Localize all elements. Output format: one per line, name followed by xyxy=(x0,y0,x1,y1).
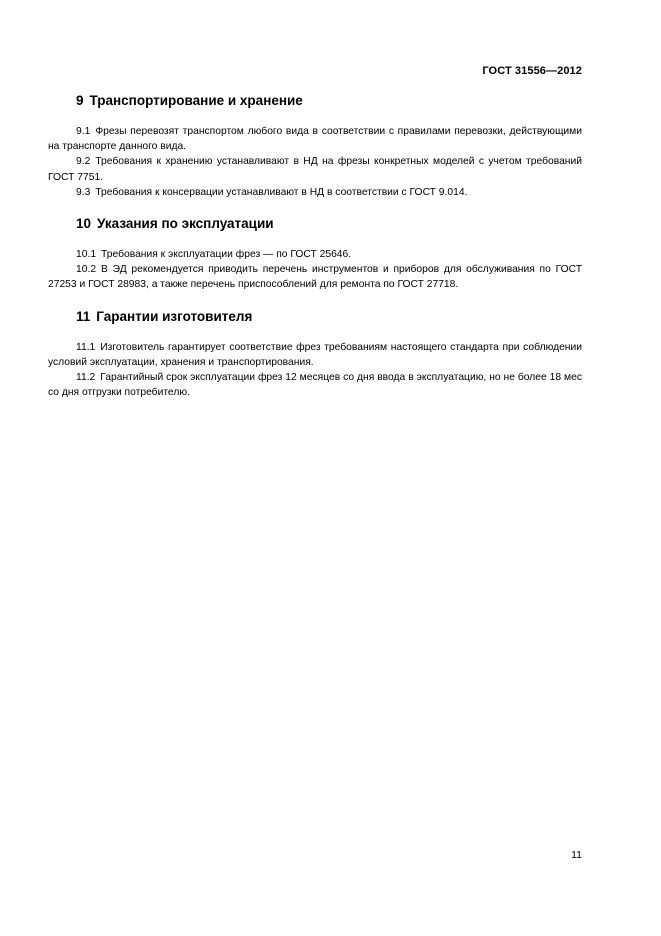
paragraph-11-2 xyxy=(48,370,582,400)
section-heading xyxy=(76,92,582,110)
page-number: 11 xyxy=(571,849,582,861)
paragraph-number: 9.1 xyxy=(76,126,91,137)
paragraph-number: 9.2 xyxy=(76,156,91,168)
section-number: 10 xyxy=(76,216,92,232)
paragraph-10-2 xyxy=(48,262,582,292)
paragraph-10-1 xyxy=(48,247,582,262)
paragraph-text: Требования к консервации устанавливают в НД в соответствии с ГОСТ 9.014. xyxy=(95,186,468,198)
paragraph-number: 9.3 xyxy=(76,186,91,198)
paragraph-9-1 xyxy=(48,124,582,154)
paragraph-text: Гарантийный срок эксплуатации фрез 12 месяцев со дня ввода в эксплуатацию, но не более 18 мес со дня отгрузки потребителю. xyxy=(48,372,582,399)
page-content xyxy=(48,92,582,415)
section-title-text: Гарантии изготовителя xyxy=(96,308,253,324)
paragraph-text: В ЭД рекомендуется приводить перечень инструментов и приборов для обслуживания по ГОСТ 27253 и ГОСТ 28983, а также перечень приспособлений для ремонта по ГОСТ 27718. xyxy=(48,264,582,291)
paragraph-number: 11.2 xyxy=(76,372,96,384)
section-10 xyxy=(48,215,582,293)
section-title-text: Указания по эксплуатации xyxy=(97,216,274,232)
section-number: 11 xyxy=(76,308,91,324)
paragraph-text: Фрезы перевозят транспортом любого вида в соответствии с правилами перевозки, действующими на транспорте данного вида. xyxy=(48,126,582,153)
paragraph-text: Изготовитель гарантирует соответствие фрез требованиям настоящего стандарта при соблюдении условий эксплуатации, хранения и транспортирования. xyxy=(48,341,582,368)
paragraph-9-2 xyxy=(48,154,582,184)
section-number: 9 xyxy=(76,93,84,108)
section-heading xyxy=(76,308,582,326)
paragraph-11-1 xyxy=(48,340,582,370)
paragraph-text: Требования к хранению устанавливают в НД на фрезы конкретных моделей с учетом требований ГОСТ 7751. xyxy=(48,156,582,183)
paragraph-text: Требования к эксплуатации фрез — по ГОСТ 25646. xyxy=(101,249,352,261)
section-heading xyxy=(76,215,582,233)
paragraph-number: 10.2 xyxy=(76,264,97,276)
paragraph-9-3 xyxy=(48,185,582,200)
section-title-text: Транспортирование и хранение xyxy=(89,93,303,108)
paragraph-number: 11.1 xyxy=(76,341,96,353)
section-11 xyxy=(48,308,582,401)
document-code: ГОСТ 31556—2012 xyxy=(482,65,582,77)
section-9 xyxy=(48,92,582,200)
paragraph-number: 10.1 xyxy=(76,249,97,261)
